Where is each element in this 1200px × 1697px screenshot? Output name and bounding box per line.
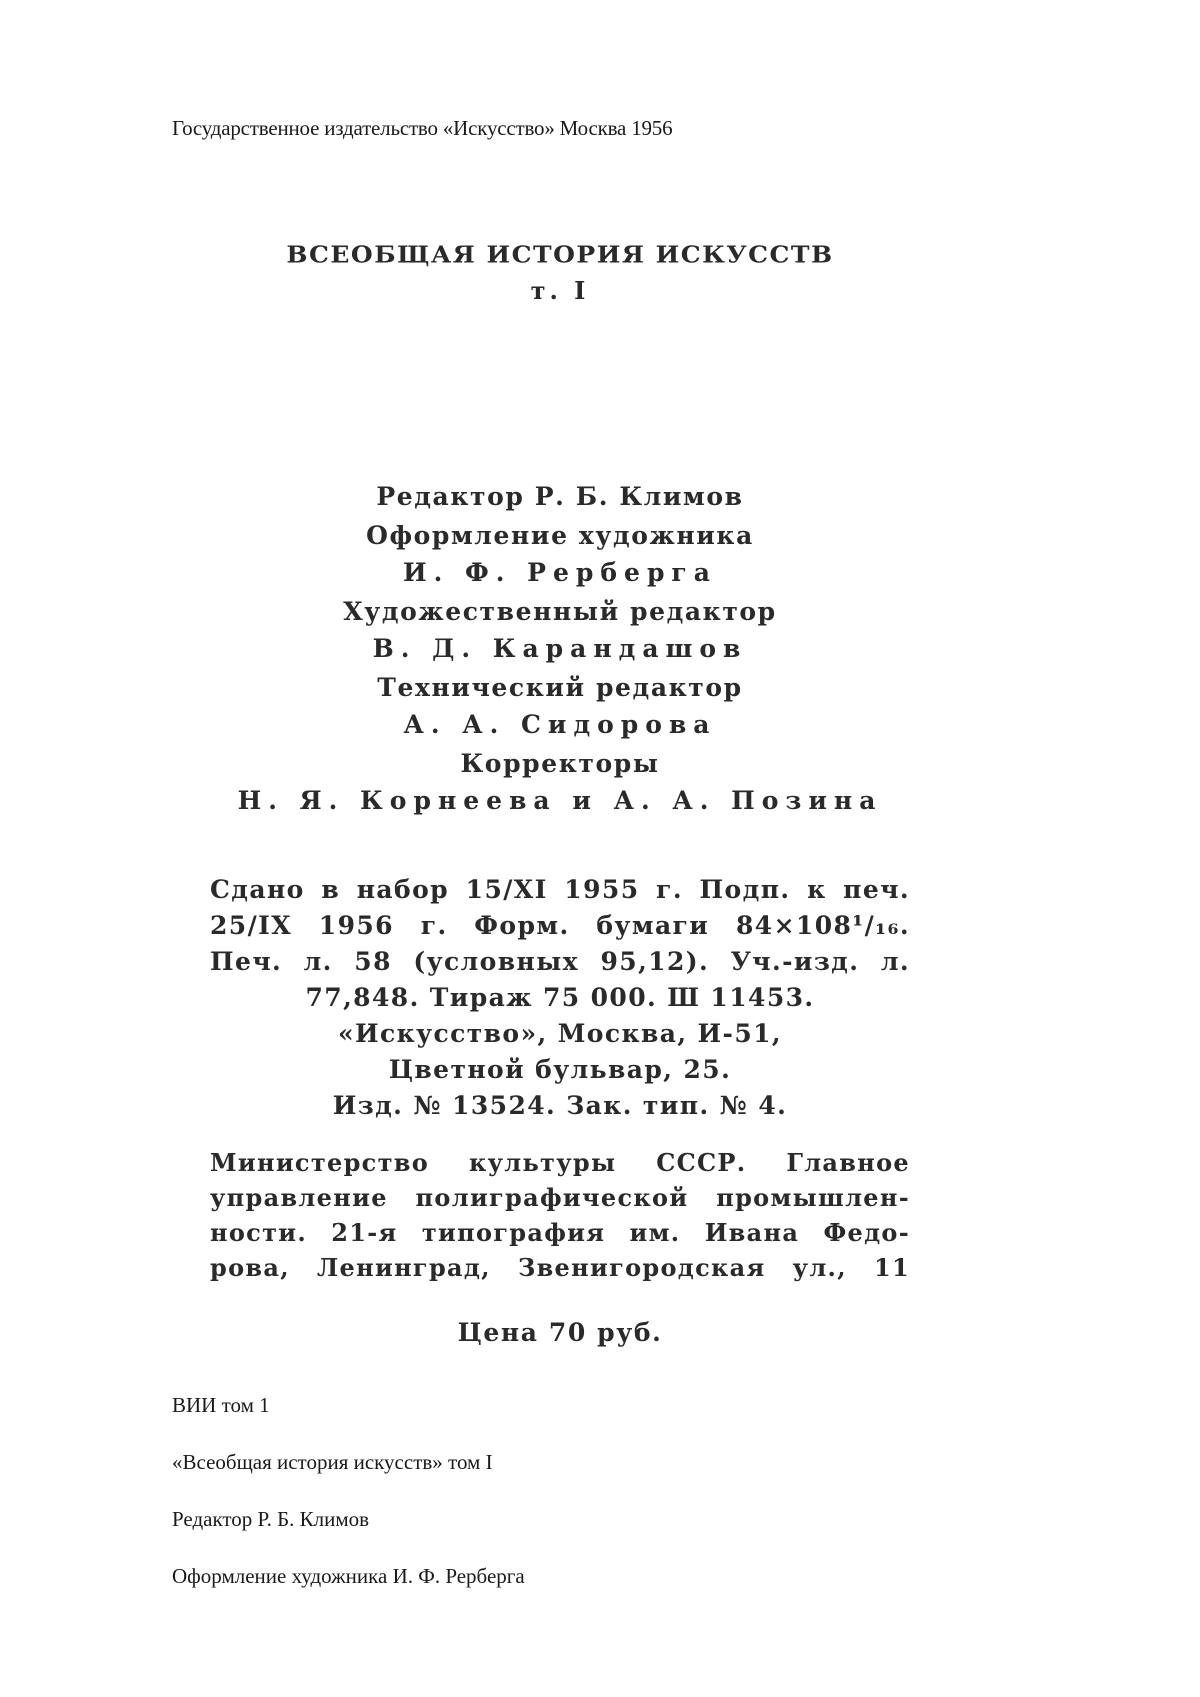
printer-line: ности. 21-я типография им. Ивана Федо- — [210, 1218, 910, 1247]
footer-line: ВИИ том 1 — [172, 1393, 270, 1417]
imprint-line: «Искусство», Москва, И-51, — [337, 1019, 783, 1048]
printer-block — [210, 1145, 910, 1285]
imprint-line: 77,848. Тираж 75 000. Ш 11453. — [305, 983, 815, 1012]
art-editor-name: В. Д. Карандашов — [372, 634, 748, 663]
proofreaders-role: Корректоры — [460, 749, 660, 778]
printer-line: управление полиграфической промышлен- — [210, 1183, 910, 1212]
volume-label: т. I — [530, 276, 590, 305]
footer-line: «Всеобщая история искусств» том I — [172, 1450, 493, 1474]
price-label: Цена 70 руб. — [457, 1318, 663, 1347]
editor-credit: Редактор Р. Б. Климов — [376, 482, 744, 511]
credits-block — [210, 478, 910, 819]
imprint-line: Изд. № 13524. Зак. тип. № 4. — [332, 1091, 788, 1120]
tech-editor-name: А. А. Сидорова — [403, 710, 717, 739]
publisher-line: Государственное издательство «Искусство» Москва 1956 — [172, 116, 673, 140]
imprint-line: Сдано в набор 15/XI 1955 г. Подп. к печ. — [210, 875, 910, 904]
imprint-line: Печ. л. 58 (условных 95,12). Уч.-изд. л. — [210, 947, 910, 976]
scanned-colophon — [210, 210, 910, 1390]
proofreaders-names: Н. Я. Корнеева и А. А. Позина — [237, 786, 883, 815]
art-editor-role: Художественный редактор — [343, 597, 777, 626]
printer-line: Министерство культуры СССР. Главное — [210, 1148, 910, 1177]
tech-editor-role: Технический редактор — [377, 673, 743, 702]
designer-role: Оформление художника — [366, 521, 754, 550]
imprint-line: Цветной бульвар, 25. — [388, 1055, 732, 1084]
book-title: ВСЕОБЩАЯ ИСТОРИЯ ИСКУССТВ — [286, 241, 834, 268]
designer-name: И. Ф. Рерберга — [403, 558, 717, 587]
printer-line: рова, Ленинград, Звенигородская ул., 11 — [210, 1253, 910, 1282]
imprint-block — [210, 872, 910, 1124]
footer-line: Оформление художника И. Ф. Рерберга — [172, 1564, 525, 1588]
footer-line: Редактор Р. Б. Климов — [172, 1507, 370, 1531]
imprint-line: 25/IX 1956 г. Форм. бумаги 84×108¹/₁₆. — [210, 911, 910, 940]
